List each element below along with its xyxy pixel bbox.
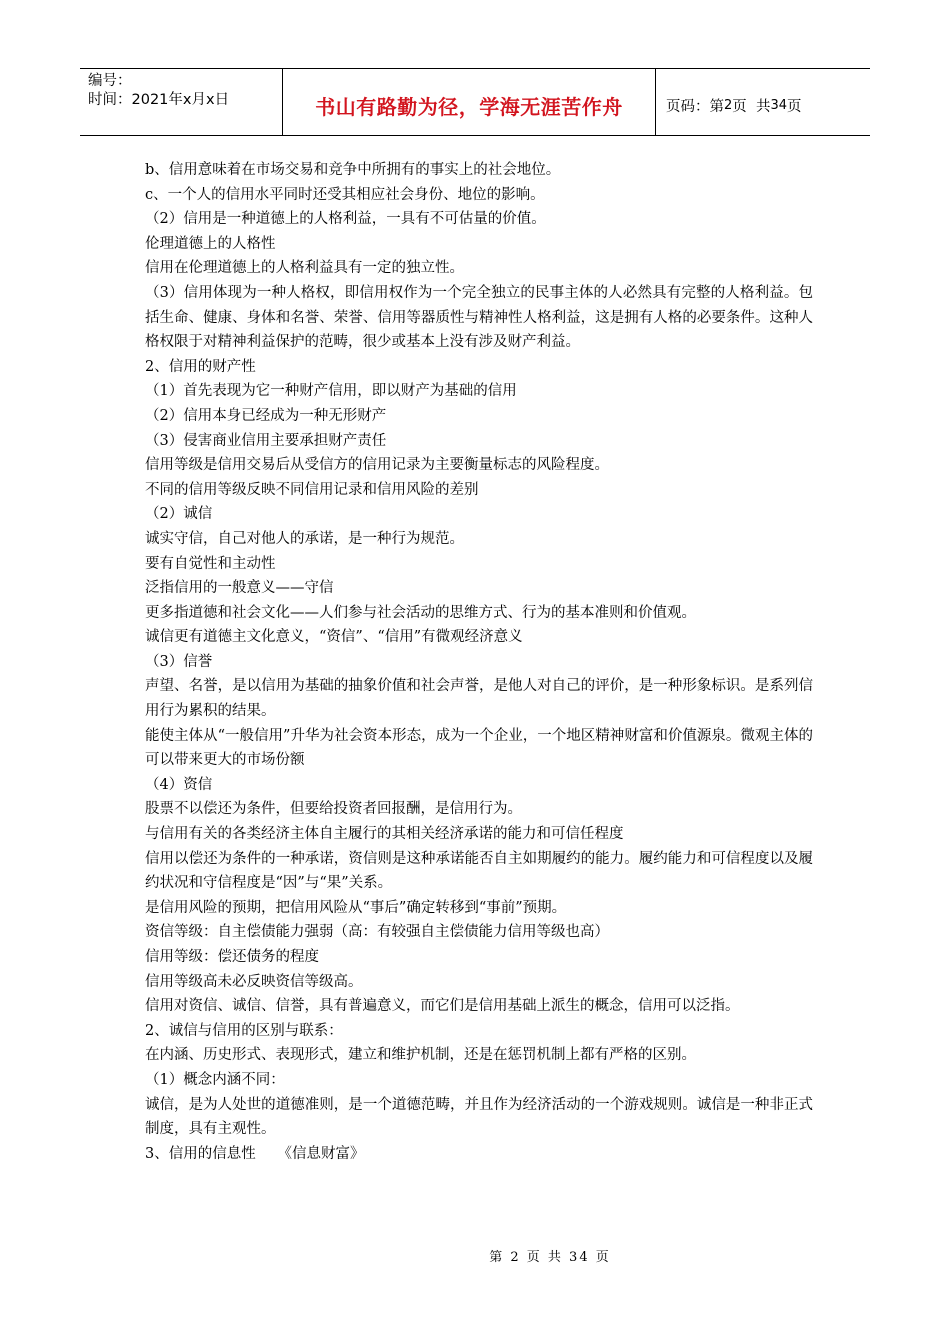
paragraph: 信用对资信、诚信、信誉，具有普遍意义，而它们是信用基础上派生的概念，信用可以泛指。 [145, 998, 740, 1015]
paragraph: 伦理道德上的人格性 [145, 235, 276, 252]
paragraph: （2）信用本身已经成为一种无形财产 [145, 407, 387, 424]
header-meta [80, 69, 283, 135]
header-page-indicator [656, 69, 870, 135]
page-label-prefix: 页码：第 [666, 98, 724, 115]
paragraph: 信用在伦理道德上的人格利益具有一定的独立性。 [145, 260, 464, 277]
document-body [145, 158, 813, 1166]
subsection-heading: （1）概念内涵不同： [145, 1071, 285, 1088]
header-motto: 书山有路勤为径，学海无涯苦作舟 [315, 94, 623, 119]
paragraph: 与信用有关的各类经济主体自主履行的其相关经济承诺的能力和可信任程度 [145, 826, 624, 843]
paragraph: 诚实守信，自己对他人的承诺，是一种行为规范。 [145, 530, 464, 547]
code-label: 编号： [88, 73, 132, 89]
paragraph: 信用等级高未必反映资信等级高。 [145, 973, 363, 990]
page-label-suffix: 页 [787, 98, 802, 115]
paragraph: 诚信更有道德主文化意义，“资信”、“信用”有微观经济意义 [145, 629, 523, 646]
paragraph: 在内涵、历史形式、表现形式，建立和维护机制，还是在惩罚机制上都有严格的区别。 [145, 1047, 696, 1064]
subsection-heading: （2）诚信 [145, 506, 213, 523]
page-total: 34 [770, 97, 788, 113]
paragraph: 信用等级是信用交易后从受信方的信用记录为主要衡量标志的风险程度。 [145, 457, 609, 474]
paragraph: （1）首先表现为它一种财产信用，即以财产为基础的信用 [145, 383, 517, 400]
section-heading: 2、诚信与信用的区别与联系： [145, 1022, 343, 1039]
paragraph: 是信用风险的预期，把信用风险从“事后”确定转移到“事前”预期。 [145, 899, 567, 916]
paragraph: 诚信，是为人处世的道德准则，是一个道德范畴，并且作为经济活动的一个游戏规则。诚信是一种非正式制度，具有主观性。 [145, 1096, 813, 1138]
time-label: 时间：2021年x月x日 [88, 92, 230, 108]
document-header [80, 68, 870, 136]
paragraph: 信用以偿还为条件的一种承诺，资信则是这种承诺能否自主如期履约的能力。履约能力和可信程度以及履约状况和守信程度是“因”与“果”关系。 [145, 850, 813, 892]
paragraph: 泛指信用的一般意义——守信 [145, 580, 334, 597]
header-motto-cell [283, 69, 656, 135]
subsection-heading: （3）信誉 [145, 653, 213, 670]
paragraph: （2）信用是一种道德上的人格利益，一具有不可估量的价值。 [145, 211, 546, 228]
paragraph: 信用等级：偿还债务的程度 [145, 949, 319, 965]
paragraph: c、一个人的信用水平同时还受其相应社会身份、地位的影响。 [145, 186, 545, 203]
page-current: 2 [724, 97, 733, 113]
page-label-mid: 页 共 [732, 98, 771, 115]
section-heading: 2、信用的财产性 [145, 358, 256, 375]
paragraph: 要有自觉性和主动性 [145, 555, 276, 572]
paragraph: 资信等级：自主偿债能力强弱（高：有较强自主偿债能力信用等级也高） [145, 924, 609, 941]
paragraph: （3）信用体现为一种人格权，即信用权作为一个完全独立的民事主体的人必然具有完整的人格利益。包括生命、健康、身体和名誉、荣誉、信用等器质性与精神性人格利益，这是拥有人格的必要条件。这种人格权限于对精神利益保护的范畴，很少或基本上没有涉及财产利益。 [145, 284, 813, 351]
paragraph: 股票不以偿还为条件，但要给投资者回报酬，是信用行为。 [145, 801, 522, 818]
paragraph: 声望、名誉，是以信用为基础的抽象价值和社会声誉，是他人对自己的评价，是一种形象标识。是系列信用行为累积的结果。 [145, 678, 813, 720]
paragraph: 不同的信用等级反映不同信用记录和信用风险的差别 [145, 481, 479, 498]
page-footer: 第 2 页 共 34 页 [489, 1250, 611, 1265]
paragraph: （3）侵害商业信用主要承担财产责任 [145, 432, 387, 449]
section-heading: 3、信用的信息性 《信息财富》 [145, 1145, 365, 1162]
subsection-heading: （4）资信 [145, 776, 213, 793]
paragraph: b、信用意味着在市场交易和竞争中所拥有的事实上的社会地位。 [145, 162, 561, 178]
paragraph: 更多指道德和社会文化——人们参与社会活动的思维方式、行为的基本准则和价值观。 [145, 604, 696, 621]
paragraph: 能使主体从“一般信用”升华为社会资本形态，成为一个企业，一个地区精神财富和价值源泉。微观主体的可以带来更大的市场份额 [145, 727, 813, 769]
